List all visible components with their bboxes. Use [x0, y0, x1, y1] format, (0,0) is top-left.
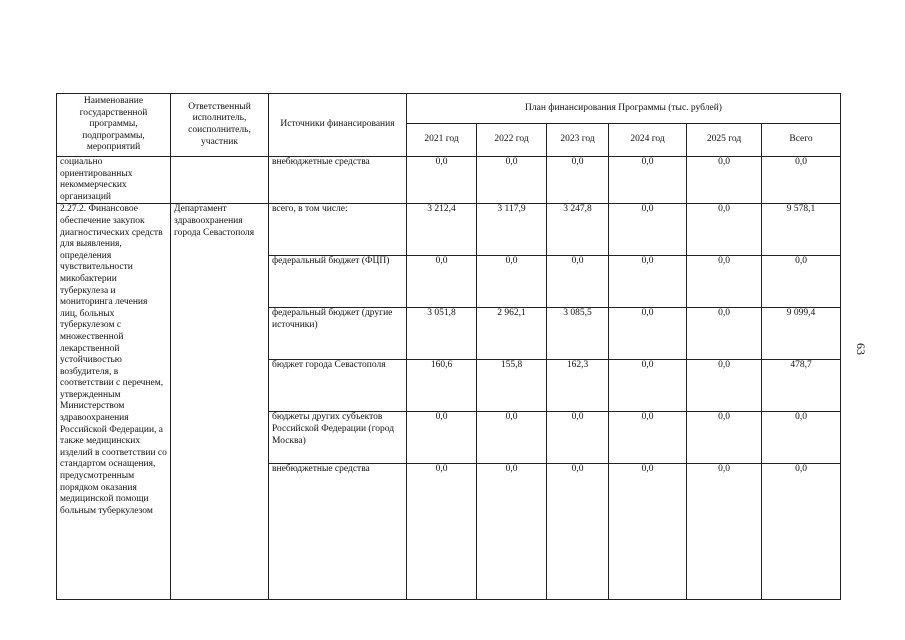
value-2024: 0,0: [609, 256, 687, 308]
value-2021: 0,0: [407, 412, 477, 464]
page-number: 63: [854, 343, 868, 355]
header-year-2023: 2023 год: [547, 124, 609, 157]
value-2024: 0,0: [609, 412, 687, 464]
value-2021: 0,0: [407, 157, 477, 204]
activity-name: 2.27.2. Финансовое обеспечение закупок диагностических средств для выявления, определения чувствительности микобактерии туберкулеза и мониторинга лечения лиц, больных туберкулезом с множественной лекарственной устойчивостью возбудителя, в соответствии с перечнем, утвержденным Министерством здравоохранения Российской Федерации, а также медицинских изделий в соответствии со стандартом оснащения, предусмотренным порядком оказания медицинской помощи больным туберкулезом: [57, 204, 171, 600]
value-total: 9 578,1: [762, 204, 841, 256]
row-source: федеральный бюджет (ФЦП): [269, 256, 407, 308]
header-year-2025: 2025 год: [687, 124, 762, 157]
header-total: Всего: [762, 124, 841, 157]
value-2023: 0,0: [547, 256, 609, 308]
value-2024: 0,0: [609, 464, 687, 600]
value-2023: 3 085,5: [547, 308, 609, 360]
value-2025: 0,0: [687, 204, 762, 256]
value-total: 478,7: [762, 360, 841, 412]
value-2021: 3 212,4: [407, 204, 477, 256]
value-2021: 3 051,8: [407, 308, 477, 360]
row-source: всего, в том числе:: [269, 204, 407, 256]
value-2022: 0,0: [477, 464, 547, 600]
table-row: [57, 204, 841, 256]
value-2022: 0,0: [477, 256, 547, 308]
value-2025: 0,0: [687, 464, 762, 600]
table-row: [57, 157, 841, 204]
value-total: 0,0: [762, 256, 841, 308]
value-total: 0,0: [762, 412, 841, 464]
activity-executor: Департамент здравоохранения города Севастополя: [171, 204, 269, 600]
value-2023: 0,0: [547, 412, 609, 464]
value-2023: 0,0: [547, 464, 609, 600]
value-2022: 155,8: [477, 360, 547, 412]
row-executor: [171, 157, 269, 204]
value-2023: 0,0: [547, 157, 609, 204]
row-source: внебюджетные средства: [269, 464, 407, 600]
value-2022: 2 962,1: [477, 308, 547, 360]
financing-table: [56, 93, 841, 600]
value-2022: 3 117,9: [477, 204, 547, 256]
value-2023: 3 247,8: [547, 204, 609, 256]
value-2025: 0,0: [687, 157, 762, 204]
value-2021: 0,0: [407, 464, 477, 600]
value-2024: 0,0: [609, 157, 687, 204]
row-source: внебюджетные средства: [269, 157, 407, 204]
value-2021: 0,0: [407, 256, 477, 308]
header-sources: Источники финансирования: [269, 94, 407, 157]
value-2022: 0,0: [477, 412, 547, 464]
value-2025: 0,0: [687, 256, 762, 308]
row-source: федеральный бюджет (другие источники): [269, 308, 407, 360]
value-2024: 0,0: [609, 308, 687, 360]
header-year-2022: 2022 год: [477, 124, 547, 157]
value-2024: 0,0: [609, 360, 687, 412]
header-plan: План финансирования Программы (тыс. рублей): [407, 94, 841, 124]
row-source: бюджет города Севастополя: [269, 360, 407, 412]
value-2025: 0,0: [687, 308, 762, 360]
value-2024: 0,0: [609, 204, 687, 256]
value-2022: 0,0: [477, 157, 547, 204]
value-2023: 162,3: [547, 360, 609, 412]
row-source: бюджеты других субъектов Российской Федерации (город Москва): [269, 412, 407, 464]
header-year-2024: 2024 год: [609, 124, 687, 157]
header-executor: Ответственный исполнитель, соисполнитель, участник: [171, 94, 269, 157]
row-name: социально ориентированных некоммерческих организаций: [57, 157, 171, 204]
header-name: Наименование государственной программы, подпрограммы, мероприятий: [57, 94, 171, 157]
value-total: 0,0: [762, 157, 841, 204]
value-2025: 0,0: [687, 360, 762, 412]
value-2021: 160,6: [407, 360, 477, 412]
header-year-2021: 2021 год: [407, 124, 477, 157]
value-total: 9 099,4: [762, 308, 841, 360]
value-total: 0,0: [762, 464, 841, 600]
value-2025: 0,0: [687, 412, 762, 464]
